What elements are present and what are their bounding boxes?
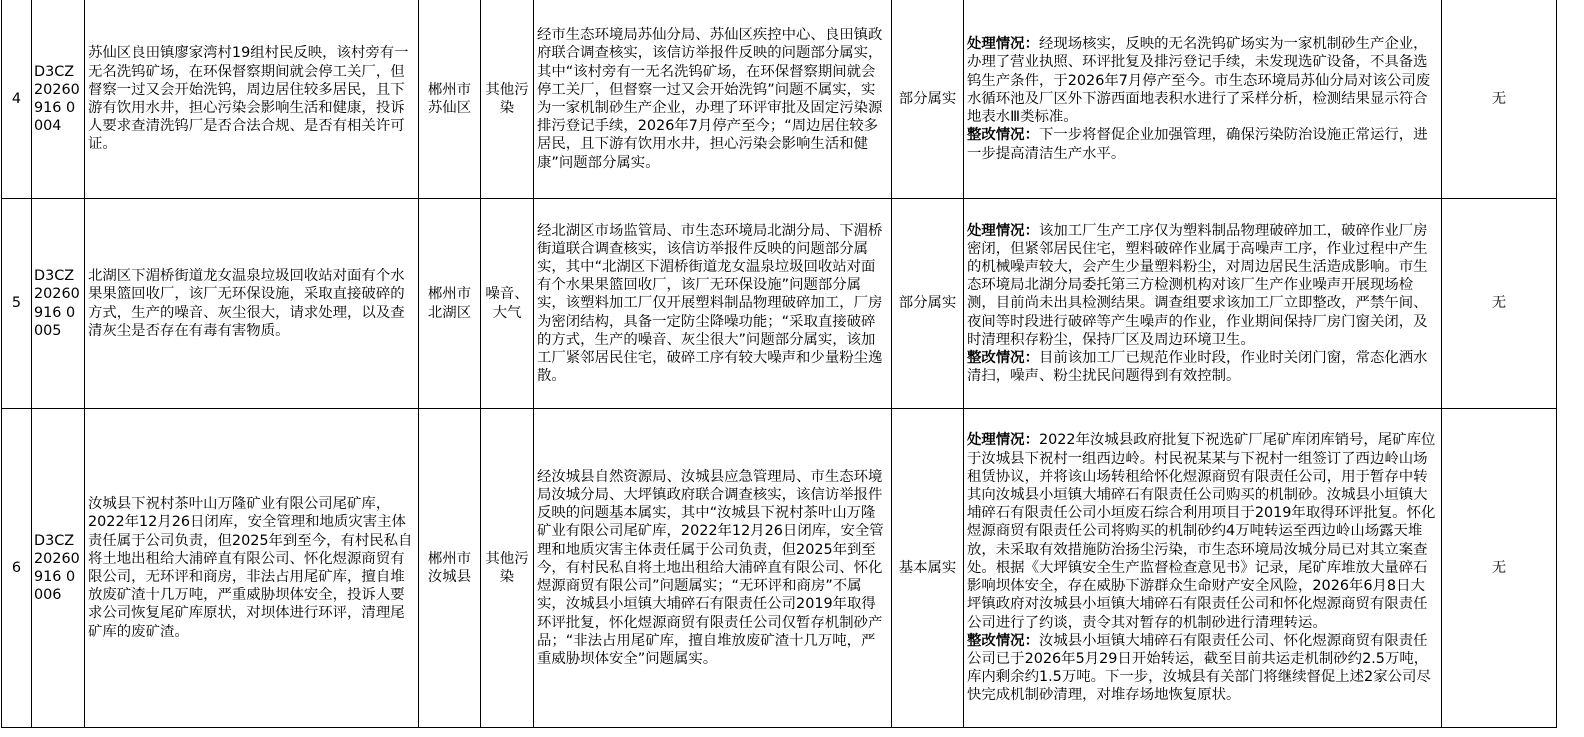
investigation-result: 经市生态环境局苏仙分局、苏仙区疾控中心、良田镇政府联合调查核实，该信访举报件反映的问题部分属实，其中“该村旁有一无名洗钨矿场，在环保督察期间就会停工关厂，但督察一过又会开始洗钨”问题不属实，实为一家机制砂生产企业，办理了环评审批及固定污染源排污登记手续，2026年7月停产至今；“周边居住较多居民，且下游有饮用水井，担心污染会影响生活和健康”问题部分属实。: [534, 0, 892, 199]
region: 郴州市苏仙区: [419, 0, 481, 199]
complaint-content: 北湖区下湄桥街道龙女温泉垃圾回收站对面有个水果果篮回收厂，该厂无环保设施，采取直接破碎的方式，生产的噪音、灰尘很大，请求处理，以及查清灰尘是否存在有毒有害物质。: [85, 199, 419, 409]
complaint-content: 苏仙区良田镇廖家湾村19组村民反映，该村旁有一无名洗钨矿场，在环保督察期间就会停工关厂，但督察一过又会开始洗钨，周边居住较多居民，且下游有饮用水井，担心污染会影响生活和健康，投诉人要求查清洗钨厂是否合法合规、是否有相关许可证。: [85, 0, 419, 199]
verdict: 部分属实: [892, 199, 964, 409]
investigation-result: 经北湖区市场监管局、市生态环境局北湖分局、下湄桥街道联合调查核实，该信访举报件反映的问题部分属实，其中“北湖区下湄桥街道龙女温泉垃圾回收站对面有个水果果篮回收厂，该厂无环保设施”问题部分属实，该塑料加工厂仅开展塑料制品物理破碎加工，厂房为密闭结构，具备一定防尘降噪功能；“采取直接破碎的方式，生产的噪音、灰尘很大”问题部分属实，该加工厂紧邻居民住宅，破碎工序有较大噪声和少量粉尘逸散。: [534, 199, 892, 409]
handling-label: 处理情况：: [967, 222, 1039, 239]
case-code: D3CZ20260916 0006: [32, 409, 85, 728]
case-code: D3CZ20260916 0004: [32, 0, 85, 199]
handling-label: 处理情况：: [967, 432, 1039, 449]
handling-text: 该加工厂生产工序仅为塑料制品物理破碎加工，破碎作业厂房密闭，但紧邻居民住宅，塑料破碎作业属于高噪声工序，作业过程中产生的机械噪声较大，会产生少量塑料粉尘，对周边居民生活造成影响。市生态环境局北湖分局委托第三方检测机构对该厂生产作业噪声开展现场检测，目前尚未出具检测结果。调查组要求该加工厂立即整改，严禁午间、夜间等时段进行破碎等产生噪声的作业，作业期间保持厂房门窗关闭，及时清理积存粉尘，保持厂区及周边环境卫生。: [967, 222, 1428, 348]
table-row: [2, 199, 1557, 409]
table-row: [2, 409, 1557, 728]
region: 郴州市汝城县: [419, 409, 481, 728]
pollution-category: 噪音、大气: [481, 199, 534, 409]
handling-rectification: [964, 0, 1442, 199]
rectify-label: 整改情况：: [967, 632, 1039, 649]
row-index: 4: [2, 0, 32, 199]
rectify-text: 汝城县小垣镇大埔碎石有限责任公司、怀化煜源商贸有限责任公司已于2026年5月29日开始转运，截至目前共运走机制砂约2.5万吨，库内剩余约1.5万吨。下一步，汝城县有关部门将继续督促上述2家公司尽快完成机制砂清理，对堆存场地恢复原状。: [967, 632, 1431, 704]
handling-rectification: [964, 409, 1442, 728]
table-row: [2, 0, 1557, 199]
handling-label: 处理情况：: [967, 36, 1039, 53]
handling-text: 2022年汝城县政府批复下祝选矿厂尾矿库闭库销号，尾矿库位于汝城县下祝村一组西边岭。村民祝某某与下祝村一组签订了西边岭山场租赁协议，并将该山场转租给怀化煜源商贸有限责任公司，用于暂存中转其向汝城县小垣镇大埔碎石有限责任公司购买的机制砂。汝城县小垣镇大埔碎石有限责任公司小垣废石综合利用项目于2019年取得环评批复。怀化煜源商贸有限责任公司将购买的机制砂约4万吨转运至西边岭山场露天堆放，未采取有效措施防治扬尘污染，市生态环境局汝城分局已对其立案查处。根据《大坪镇安全生产监督检查意见书》记录，尾矿库堆放大量碎石影响坝体安全，存在威胁下游群众生命财产安全风险，2026年6月8日大坪镇政府对汝城县小垣镇大埔碎石有限责任公司和怀化煜源商贸有限责任公司进行了约谈，责令其对暂存的机制砂进行清理转运。: [967, 432, 1436, 631]
row-index: 5: [2, 199, 32, 409]
row-index: 6: [2, 409, 32, 728]
handling-rectification: [964, 199, 1442, 409]
rectify-text: 目前该加工厂已规范作业时段，作业时关闭门窗，常态化洒水清扫，噪声、粉尘扰民问题得到有效控制。: [967, 350, 1428, 385]
complaint-content: 汝城县下祝村茶叶山万隆矿业有限公司尾矿库，2022年12月26日闭库，安全管理和地质灾害主体责任属于公司负责，但2025年到至今，有村民私自将土地出租给大浦碎直有限公司、怀化煜源商贸有限公司，无环评和商房，非法占用尾矿库，擅自堆放废矿渣十几万吨，严重威胁坝体安全，投诉人要求公司恢复尾矿库原状，对坝体进行环评，清理尾矿库的废矿渣。: [85, 409, 419, 728]
accountability: 无: [1442, 199, 1557, 409]
accountability: 无: [1442, 0, 1557, 199]
rectify-text: 下一步将督促企业加强管理，确保污染防治设施正常运行，进一步提高清洁生产水平。: [967, 127, 1428, 162]
pollution-category: 其他污染: [481, 409, 534, 728]
region: 郴州市北湖区: [419, 199, 481, 409]
pollution-category: 其他污染: [481, 0, 534, 199]
verdict: 基本属实: [892, 409, 964, 728]
verdict: 部分属实: [892, 0, 964, 199]
investigation-result: 经汝城县自然资源局、汝城县应急管理局、市生态环境局汝城分局、大坪镇政府联合调查核实，该信访举报件反映的问题基本属实，其中“汝城县下祝村茶叶山万隆矿业有限公司尾矿库，2022年12月26日闭库，安全管理和地质灾害主体责任属于公司负责，但2025年到至今，有村民私自将土地出租给大浦碎直有限公司、怀化煜源商贸有限公司”问题属实；“无环评和商房”不属实，汝城县小垣镇大埔碎石有限责任公司2019年取得环评批复，怀化煜源商贸有限责任公司仅暂存机制砂产品；“非法占用尾矿库，擅自堆放废矿渣十几万吨，严重威胁坝体安全”问题属实。: [534, 409, 892, 728]
complaint-table: [1, 0, 1557, 728]
rectify-label: 整改情况：: [967, 350, 1039, 366]
handling-text: 经现场核实，反映的无名洗钨矿场实为一家机制砂生产企业，办理了营业执照、环评批复及排污登记手续，未发现选矿设备，不具备选钨生产条件，于2026年7月停产至今。市生态环境局苏仙分局对该公司废水循环池及厂区外下游西面地表积水进行了采样分析，检测结果显示符合地表水Ⅲ类标准。: [967, 36, 1431, 126]
case-code: D3CZ20260916 0005: [32, 199, 85, 409]
accountability: 无: [1442, 409, 1557, 728]
rectify-label: 整改情况：: [967, 127, 1039, 144]
